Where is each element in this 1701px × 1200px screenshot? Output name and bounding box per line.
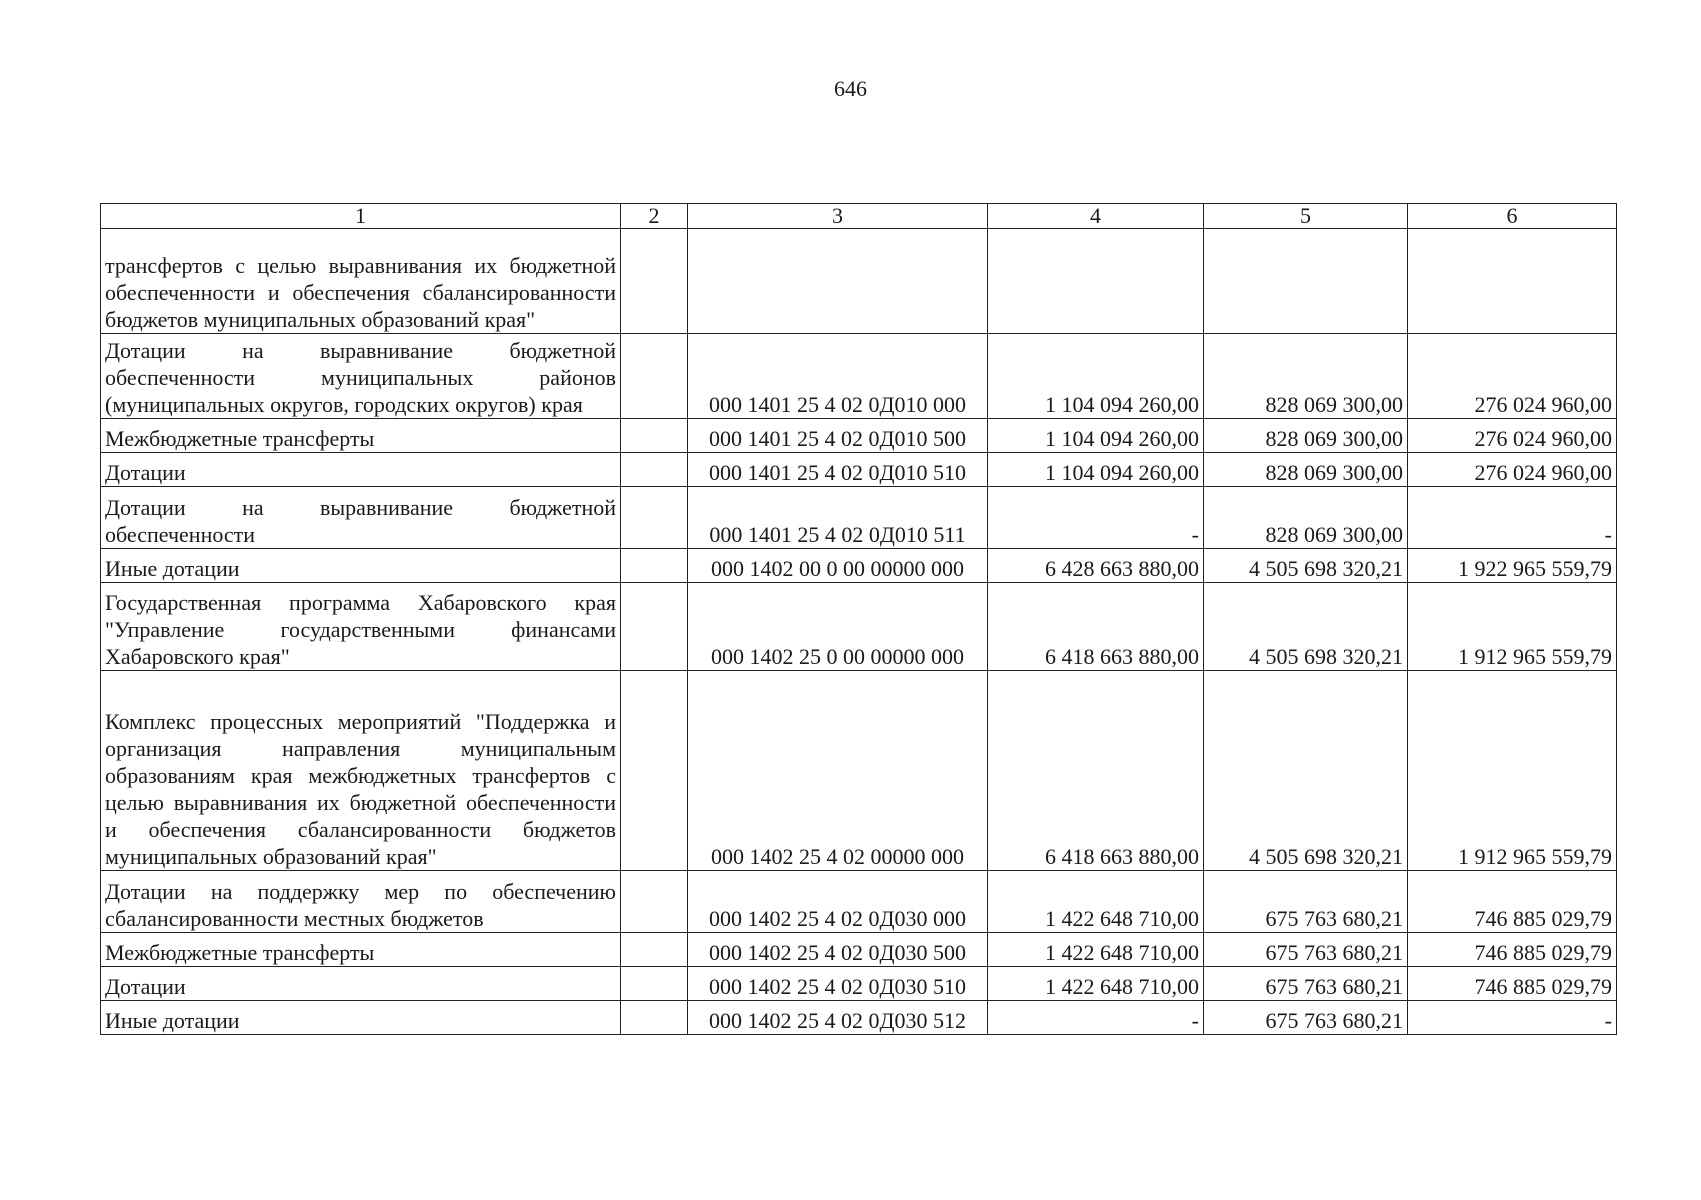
row-value-5: 675 763 680,21 (1204, 967, 1408, 1001)
row-value-4: 6 418 663 880,00 (988, 671, 1204, 871)
table-row (101, 583, 1617, 671)
row-col2 (621, 419, 688, 453)
row-description: Межбюджетные трансферты (101, 419, 621, 453)
table-body (101, 229, 1617, 1035)
row-col2 (621, 871, 688, 933)
row-code: 000 1402 00 0 00 00000 000 (688, 549, 988, 583)
row-description: трансфертов с целью выравнивания их бюджетной обеспеченности и обеспечения сбалансированности бюджетов муниципальных образований края" (101, 229, 621, 334)
row-value-5: 4 505 698 320,21 (1204, 549, 1408, 583)
row-col2 (621, 487, 688, 549)
row-value-5: 675 763 680,21 (1204, 1001, 1408, 1035)
row-code (688, 229, 988, 334)
row-value-6: 1 912 965 559,79 (1408, 671, 1617, 871)
row-description: Дотации на поддержку мер по обеспечению сбалансированности местных бюджетов (101, 871, 621, 933)
row-description: Иные дотации (101, 549, 621, 583)
table-row (101, 1001, 1617, 1035)
table-row (101, 453, 1617, 487)
header-col-2: 2 (621, 204, 688, 229)
row-value-4: - (988, 487, 1204, 549)
row-value-5: 828 069 300,00 (1204, 334, 1408, 419)
table-row (101, 933, 1617, 967)
row-col2 (621, 453, 688, 487)
row-value-4: 1 422 648 710,00 (988, 871, 1204, 933)
row-description: Комплекс процессных мероприятий "Поддержка и организация направления муниципальным образованиям края межбюджетных трансфертов с целью выравнивания их бюджетной обеспеченности и обеспечения сбалансированности бюджетов муниципальных образований края" (101, 671, 621, 871)
row-value-5 (1204, 229, 1408, 334)
table-row (101, 967, 1617, 1001)
row-value-6: 746 885 029,79 (1408, 967, 1617, 1001)
row-col2 (621, 583, 688, 671)
header-col-1: 1 (101, 204, 621, 229)
row-description: Дотации (101, 453, 621, 487)
table-row (101, 229, 1617, 334)
row-code: 000 1402 25 4 02 0Д030 000 (688, 871, 988, 933)
row-description: Государственная программа Хабаровского края "Управление государственными финансами Хабаровского края" (101, 583, 621, 671)
header-row (101, 204, 1617, 229)
table-row (101, 549, 1617, 583)
table-row (101, 487, 1617, 549)
table-row (101, 334, 1617, 419)
row-value-6: - (1408, 487, 1617, 549)
row-value-6: 746 885 029,79 (1408, 933, 1617, 967)
row-description: Дотации на выравнивание бюджетной обеспеченности муниципальных районов (муниципальных округов, городских округов) края (101, 334, 621, 419)
row-col2 (621, 1001, 688, 1035)
row-code: 000 1401 25 4 02 0Д010 500 (688, 419, 988, 453)
header-col-4: 4 (988, 204, 1204, 229)
row-value-4 (988, 229, 1204, 334)
row-value-5: 4 505 698 320,21 (1204, 671, 1408, 871)
row-description: Дотации на выравнивание бюджетной обеспеченности (101, 487, 621, 549)
row-value-5: 4 505 698 320,21 (1204, 583, 1408, 671)
row-description: Иные дотации (101, 1001, 621, 1035)
row-code: 000 1402 25 4 02 0Д030 510 (688, 967, 988, 1001)
row-value-6: 1 922 965 559,79 (1408, 549, 1617, 583)
row-code: 000 1401 25 4 02 0Д010 000 (688, 334, 988, 419)
row-code: 000 1402 25 0 00 00000 000 (688, 583, 988, 671)
row-code: 000 1401 25 4 02 0Д010 510 (688, 453, 988, 487)
row-value-4: - (988, 1001, 1204, 1035)
row-value-4: 1 422 648 710,00 (988, 933, 1204, 967)
row-value-6: 276 024 960,00 (1408, 453, 1617, 487)
row-value-4: 1 104 094 260,00 (988, 334, 1204, 419)
row-code: 000 1402 25 4 02 00000 000 (688, 671, 988, 871)
row-col2 (621, 334, 688, 419)
header-col-5: 5 (1204, 204, 1408, 229)
row-value-4: 6 428 663 880,00 (988, 549, 1204, 583)
table-row (101, 871, 1617, 933)
row-code: 000 1402 25 4 02 0Д030 512 (688, 1001, 988, 1035)
row-value-6 (1408, 229, 1617, 334)
table-row (101, 419, 1617, 453)
row-value-6: 276 024 960,00 (1408, 419, 1617, 453)
row-value-5: 828 069 300,00 (1204, 487, 1408, 549)
row-value-4: 6 418 663 880,00 (988, 583, 1204, 671)
row-value-4: 1 104 094 260,00 (988, 419, 1204, 453)
page-number: 646 (834, 76, 867, 101)
row-value-6: 746 885 029,79 (1408, 871, 1617, 933)
row-description: Дотации (101, 967, 621, 1001)
row-col2 (621, 967, 688, 1001)
table-header (101, 204, 1617, 229)
row-value-5: 828 069 300,00 (1204, 453, 1408, 487)
row-value-5: 675 763 680,21 (1204, 871, 1408, 933)
row-value-6: - (1408, 1001, 1617, 1035)
header-col-3: 3 (688, 204, 988, 229)
row-col2 (621, 549, 688, 583)
row-value-5: 828 069 300,00 (1204, 419, 1408, 453)
row-col2 (621, 229, 688, 334)
table-row (101, 671, 1617, 871)
row-value-6: 276 024 960,00 (1408, 334, 1617, 419)
row-code: 000 1401 25 4 02 0Д010 511 (688, 487, 988, 549)
header-col-6: 6 (1408, 204, 1617, 229)
row-value-4: 1 422 648 710,00 (988, 967, 1204, 1001)
row-col2 (621, 671, 688, 871)
row-code: 000 1402 25 4 02 0Д030 500 (688, 933, 988, 967)
row-value-6: 1 912 965 559,79 (1408, 583, 1617, 671)
row-value-5: 675 763 680,21 (1204, 933, 1408, 967)
row-description: Межбюджетные трансферты (101, 933, 621, 967)
budget-table (100, 203, 1617, 1035)
row-value-4: 1 104 094 260,00 (988, 453, 1204, 487)
row-col2 (621, 933, 688, 967)
